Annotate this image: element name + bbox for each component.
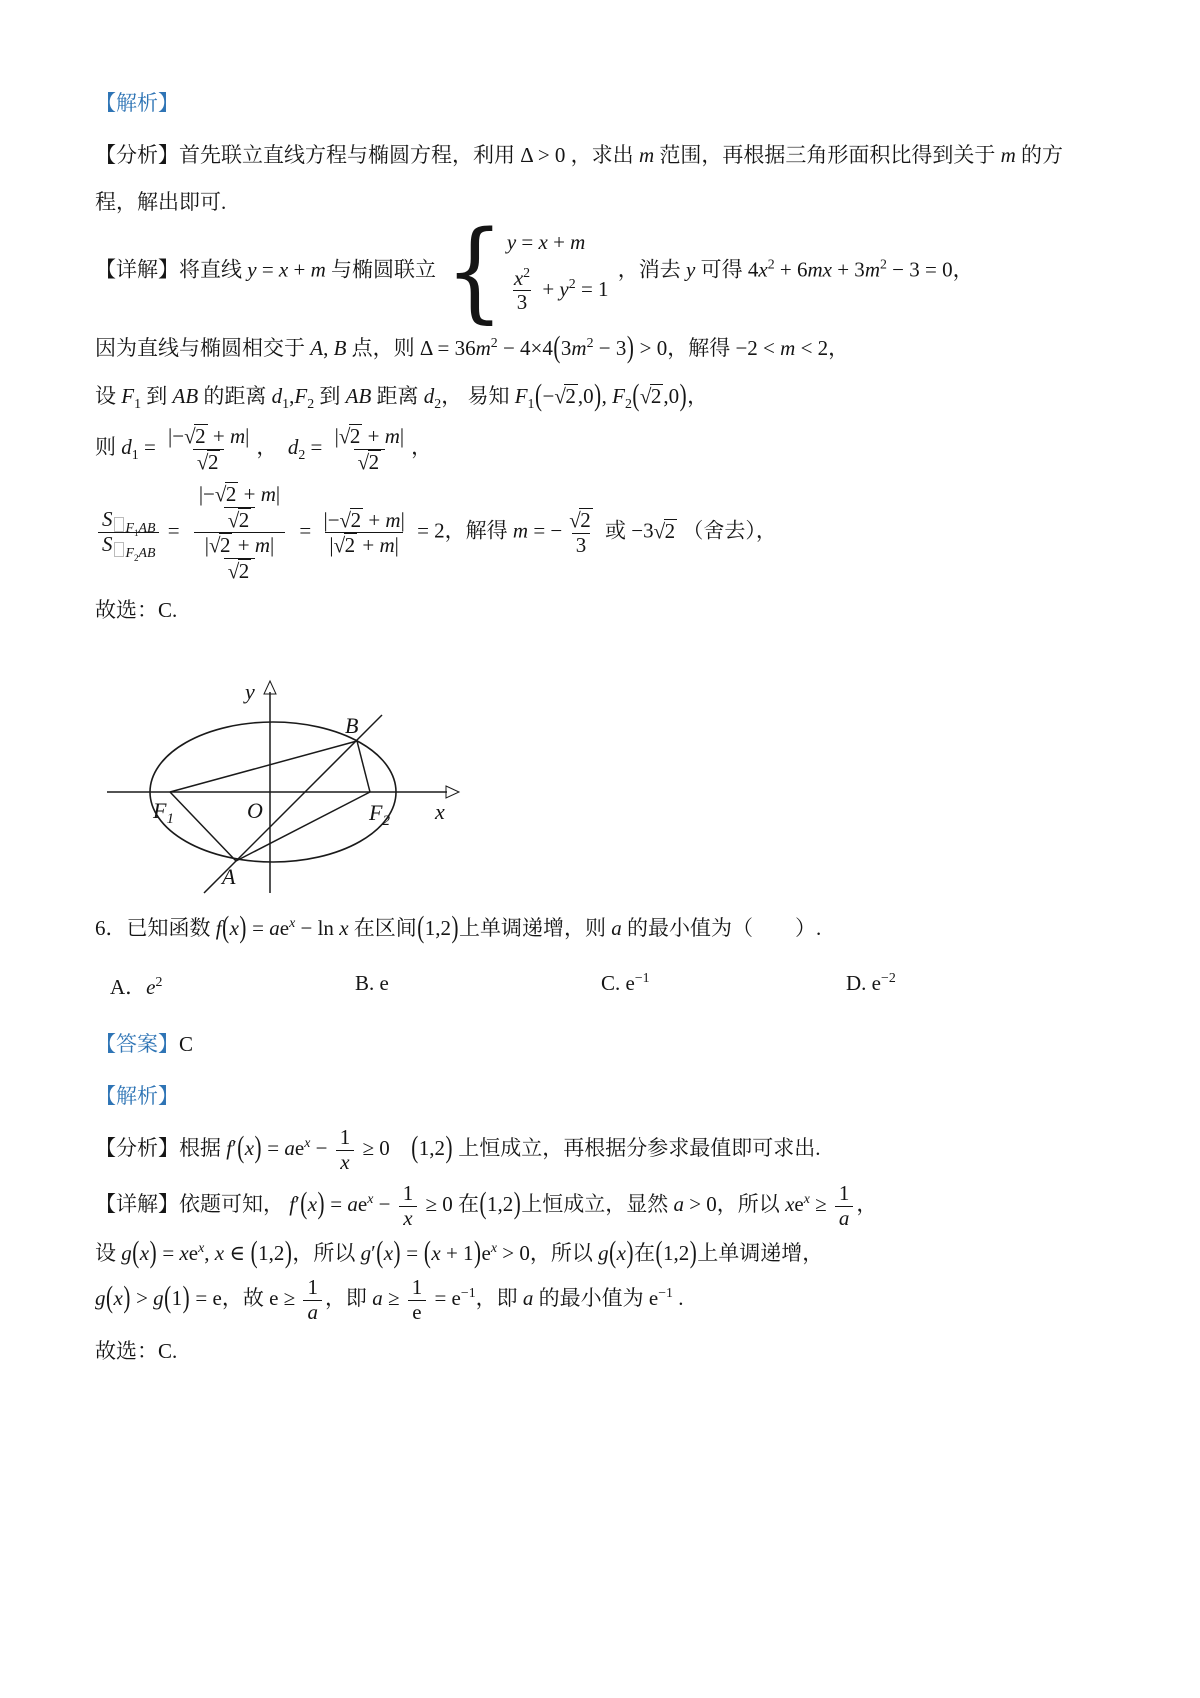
label-point-A: A [222,864,236,890]
option-C: C. $e^{-1}$ [601,969,650,995]
analysis-text-line2: 程，解出即可. [95,190,227,215]
label-y-axis: y [245,679,255,705]
analysis-heading: 【解析】 [95,91,179,115]
label-focus-F2: $F_2$ [369,800,390,830]
analysis-text-q6: 【分析】根据 $f'(x) = ae^x$ − $\frac{1}{x}$ ≥ 0 (1,2) 上恒成立，再根据分参求最值即可求出. [95,1125,821,1174]
solution-delta-line: 因为直线与椭圆相交于 A, B 点，则 $\Delta = 36m^2 - 4\times 4(3m^2 - 3) > 0$，解得 −2 < m < 2， [95,329,850,364]
ellipse-figure [95,637,1110,901]
solution-gfunction-line: 设 $g(x) = xe^x$, x ∈ (1,2)，所以 $g'(x) = (x + 1)e^x > 0$，所以 g(x)在(1,2)上单调递增， [95,1234,824,1270]
solution-d1d2-line: 则 $d_1$ = $\frac{|-√2 + m|}{√2}$ ， $d_2$ = $\frac{|√2 + m|}{√2}$ ， [95,424,433,475]
x-axis-arrow [446,786,459,798]
ellipse-diagram-svg [95,637,485,895]
option-D: D. $e^{-2}$ [846,969,896,995]
question-6-options [95,971,1110,1007]
solution-derivative-line: 【详解】依题可知， $f'(x) = ae^x$ − $\frac{1}{x}$ ≥ 0 在(1,2)上恒成立，显然 a > 0，所以 $xe^x$ ≥ $\frac{1}{a}$ ， [95,1181,878,1230]
solution-distance-line: 设 $F_1$ 到 AB 的距离 $d_1,F_2$ 到 AB 距离 $d_2$， 易知 $F_1(-√2,0)$, $F_2(√2,0)$， [95,376,709,412]
solution-system-line: 【详解】将直线 y = x + m 与椭圆联立 { y = x + m $\frac{x^2}{3}$ + $y^2 = 1$ ，消去 y 可得 $4x^2 + 6mx + 3m^2 - 3 = 0$， [95,207,974,335]
label-point-B: B [345,713,359,739]
segment-F2B [357,741,370,792]
label-origin-O: O [247,798,263,824]
answer-choice-line-q5: 故选：C. [95,598,178,623]
label-x-axis: x [435,799,445,825]
solution-gcompare-line: g(x) > g(1) = e，故 e ≥ $\frac{1}{a}$ ，即 a ≥ $\frac{1}{e}$ = $e^{-1}$，即 a 的最小值为 $e^{-1}$ . [95,1275,684,1324]
option-A: A．$e^2$ [110,973,163,999]
answer-heading: 【答案】C [95,1031,194,1056]
analysis-heading-2: 【解析】 [95,1083,179,1108]
option-B: B. e [355,970,389,995]
question-6-stem: 6．已知函数 $f(x) = ae^x - \ln x$ 在区间(1,2)上单调递增，则 a 的最小值为（ ）. [95,909,822,945]
answer-choice-line-q6: 故选：C. [95,1339,178,1364]
segment-F1B [170,741,357,792]
label-focus-F1: $F_1$ [153,798,174,828]
segment-F1A [170,792,236,861]
analysis-text-line1: 【分析】首先联立直线方程与椭圆方程，利用 Δ > 0 ，求出 m 范围，再根据三角形面积比得到关于 m 的方 [95,142,1064,167]
solution-area-ratio-line: $\frac{S _{F_1AB}}{S _{F_2AB}}$ = $\frac{\frac{|-√2 + m|}{√2}}{\frac{|√2 + m|}{√2}}$ = $\frac{|-√2 + m|}{|√2 + m|}$ = 2，解得 m = − $\frac{√2}{3}$ 或 −3√2 （舍去）， [95,482,1110,583]
